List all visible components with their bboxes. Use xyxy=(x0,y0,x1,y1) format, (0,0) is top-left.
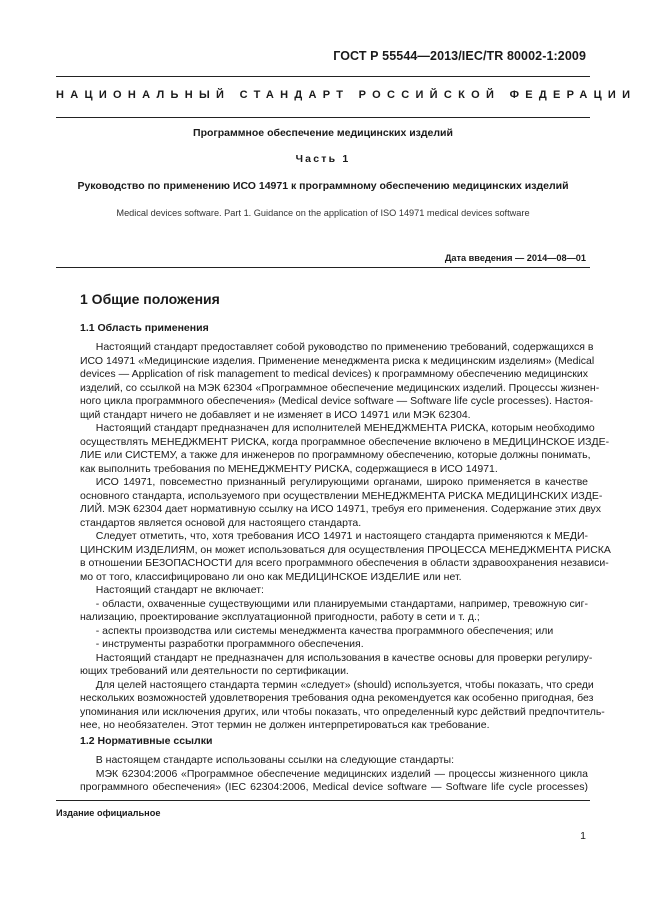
text-line: devices — Application of risk management to medical devices) к программному обеспечению медицинских xyxy=(80,368,588,380)
text-line: ного цикла программного обеспечения» (Medical device software — Software life cycle processes). Настоя- xyxy=(80,395,594,407)
text-line: ИСО 14971 «Медицинские изделия. Применение менеджмента риска к медицинским изделиям» (Medical xyxy=(80,354,595,367)
text-line: ющих требований или деятельности по сертификации. xyxy=(80,665,349,677)
document-id: ГОСТ Р 55544—2013/IEC/TR 80002-1:2009 xyxy=(333,49,586,63)
title-rule xyxy=(56,267,590,268)
text-line: мо от того, классифицировано ли оно как МЕДИЦИНСКОЕ ИЗДЕЛИЕ или нет. xyxy=(80,570,462,583)
text-line: МЭК 62304:2006 «Программное обеспечение медицинских изделий — процессы жизненного цикла xyxy=(80,767,588,780)
text-line: стандартов является основой для настоящего стандарта. xyxy=(80,516,362,529)
text-line: ИСО 14971, повсеместно признанный регулирующими органами, широко применяется в качестве xyxy=(80,476,588,488)
text-line: нализацию, проектирование эксплуатационной пригодности, работу в сети и т. д.; xyxy=(80,611,480,623)
text-line: - аспекты производства или системы менеджмента качества программного обеспечения; или xyxy=(80,624,554,637)
title-main: Программное обеспечение медицинских изделий xyxy=(193,127,453,139)
subsection-heading-scope: 1.1 Область применения xyxy=(80,322,209,334)
title-english: Medical devices software. Part 1. Guidance on the application of ISO 14971 medical devices software xyxy=(116,208,530,218)
section-heading: 1 Общие положения xyxy=(80,291,220,307)
subsection-heading-references: 1.2 Нормативные ссылки xyxy=(80,735,213,747)
references-text xyxy=(80,754,588,795)
text-line: Настоящий стандарт не включает: xyxy=(80,584,264,596)
title-sub: Руководство по применению ИСО 14971 к программному обеспечению медицинских изделий xyxy=(77,180,569,192)
banner-rule xyxy=(56,117,590,118)
text-line: ЦИНСКИМ ИЗДЕЛИЯМ, он может использоваться для осуществления ПРОЦЕССА МЕНЕДЖМЕНТА РИСКА xyxy=(80,543,611,556)
footer-rule xyxy=(56,800,590,801)
text-line: изделий, со ссылкой на МЭК 62304 «Программное обеспечение медицинских изделий. Процессы жизнен- xyxy=(80,381,600,394)
text-line: нескольких возможностей удовлетворения требования одна рекомендуется как особенно пригодная, без xyxy=(80,692,594,704)
scope-text xyxy=(80,341,611,733)
introduction-date: Дата введения — 2014—08—01 xyxy=(444,253,586,263)
text-line: Настоящий стандарт предоставляет собой руководство по применению требований, содержащихся в xyxy=(80,341,594,353)
text-line: - инструменты разработки программного обеспечения. xyxy=(80,638,364,650)
text-line: упоминания или исключения других, или чтобы показать, что определенный курс действий предпочтитель- xyxy=(80,705,605,718)
official-edition-label: Издание официальное xyxy=(56,808,161,818)
text-line: нее, но необязателен. Этот термин не должен интерпретироваться как требование. xyxy=(80,719,490,731)
text-line: щий стандарт ничего не добавляет и не изменяет в ИСО 14971 или МЭК 62304. xyxy=(80,408,471,421)
text-line: Настоящий стандарт предназначен для исполнителей МЕНЕДЖМЕНТА РИСКА, которым необходимо xyxy=(80,422,595,434)
text-line: программного обеспечения» (IEC 62304:2006, Medical device software — Software life cycle processes) xyxy=(80,781,588,793)
text-line: ЛИЙ. МЭК 62304 дает нормативную ссылку на ИСО 14971, требуя его применения. Содержание этих двух xyxy=(80,503,602,515)
text-line: Настоящий стандарт не предназначен для использования в качестве основы для проверки регулиру- xyxy=(80,651,593,664)
text-line: основного стандарта, используемого при осуществлении МЕНЕДЖМЕНТА РИСКА МЕДИЦИНСКИХ ИЗДЕ- xyxy=(80,489,603,502)
text-line: Для целей настоящего стандарта термин «следует» (should) используется, чтобы показать, что среди xyxy=(80,678,594,691)
header-rule xyxy=(56,76,590,77)
title-part: Часть 1 xyxy=(295,153,351,165)
text-line: - области, охваченные существующими или планируемыми стандартами, например, тревожную сиг- xyxy=(80,597,588,610)
text-line: ЛИЕ или СИСТЕМУ, а также для инженеров по программному обеспечению, которые должны понимать, xyxy=(80,449,591,461)
text-line: Следует отметить, что, хотя требования ИСО 14971 и настоящего стандарта применяются к МЕДИ- xyxy=(80,530,588,542)
text-line: как выполнить требования по МЕНЕДЖМЕНТУ РИСКА, содержащиеся в ИСО 14971. xyxy=(80,462,498,475)
national-standard-banner: НАЦИОНАЛЬНЫЙ СТАНДАРТ РОССИЙСКОЙ ФЕДЕРАЦИИ xyxy=(56,89,637,101)
text-line: в отношении БЕЗОПАСНОСТИ для всего программного обеспечения в области здравоохранения независи- xyxy=(80,557,609,569)
text-line: В настоящем стандарте использованы ссылки на следующие стандарты: xyxy=(80,754,455,766)
text-line: осуществлять МЕНЕДЖМЕНТ РИСКА, когда программное обеспечение включено в МЕДИЦИНСКОЕ ИЗДЕ- xyxy=(80,435,610,448)
page-number: 1 xyxy=(580,830,586,842)
